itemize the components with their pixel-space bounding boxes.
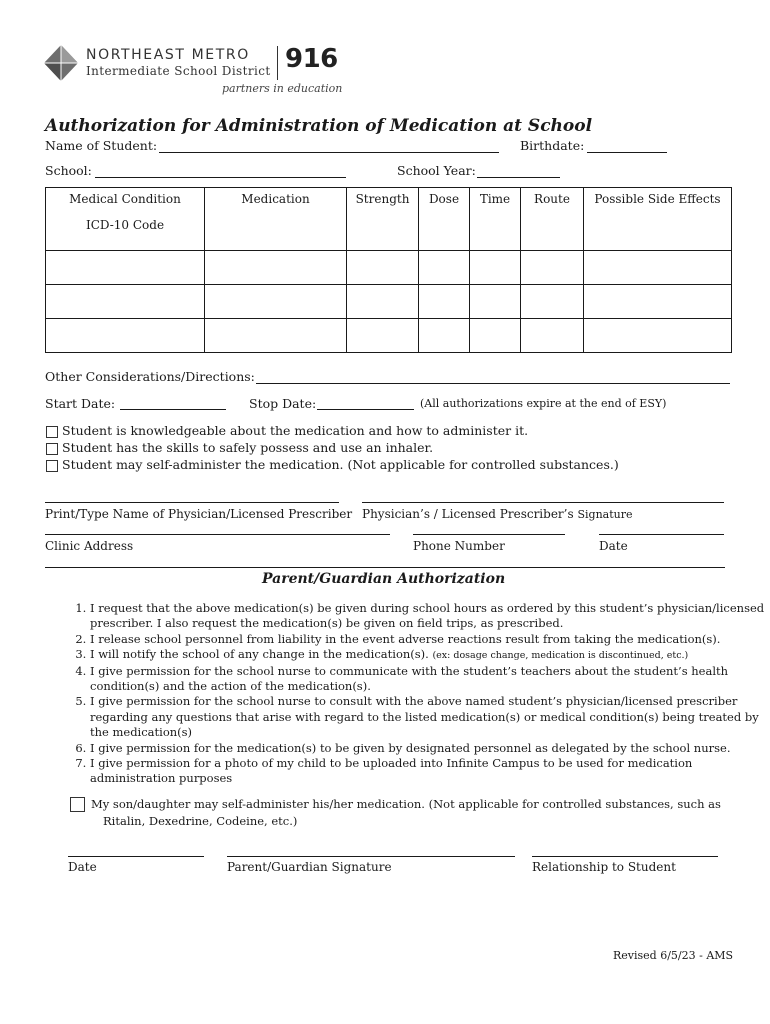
table-cell[interactable] (521, 285, 584, 319)
list-item-note: (ex: dosage change, medication is discontinued, etc.) (432, 650, 689, 662)
logo-tagline: partners in education (222, 82, 343, 95)
list-item: 2. I release school personnel from liability in the event adverse reactions result from taking the medication(s). (90, 632, 770, 647)
relationship-label: Relationship to Student (532, 860, 676, 874)
clinic-address-field[interactable] (45, 534, 390, 535)
stop-date-label: Stop Date: (249, 396, 317, 411)
table-cell[interactable] (347, 251, 419, 285)
school-year-label: School Year: (397, 163, 476, 178)
table-cell[interactable] (347, 319, 419, 353)
other-considerations-label: Other Considerations/Directions: (45, 369, 255, 384)
parent-self-administer-label: My son/daughter may self-administer his/her medication. (Not applicable for controlled substances, such as (91, 797, 721, 811)
table-cell[interactable] (470, 319, 521, 353)
list-item: 5. I give permission for the school nurse to consult with the above named student’s physician/licensed prescriber regarding any questions that arise with regard to the listed medication(s) or medical condition(s) being treated by the medication(s) (90, 694, 770, 740)
parent-date-label: Date (68, 860, 97, 874)
list-item: 6. I give permission for the medication(s) to be given by designated personnel as delegated by the school nurse. (90, 741, 770, 756)
school-field[interactable] (95, 177, 346, 178)
knowledgeable-label: Student is knowledgeable about the medication and how to administer it. (62, 423, 529, 438)
col-medication: Medication (205, 188, 347, 251)
list-item (90, 647, 770, 663)
table-cell[interactable] (46, 285, 205, 319)
start-date-label: Start Date: (45, 396, 116, 411)
phone-number-field[interactable] (413, 534, 565, 535)
medication-table (45, 187, 732, 353)
table-cell[interactable] (521, 319, 584, 353)
table-cell[interactable] (419, 285, 470, 319)
table-cell[interactable] (584, 285, 732, 319)
col-strength: Strength (347, 188, 419, 251)
expiration-note: (All authorizations expire at the end of ESY) (420, 397, 667, 410)
start-date-field[interactable] (120, 409, 226, 410)
inhaler-checkbox[interactable] (46, 443, 58, 455)
physician-date-field[interactable] (599, 534, 724, 535)
col-side-effects: Possible Side Effects (584, 188, 732, 251)
student-name-field[interactable] (159, 152, 499, 153)
col-medical-condition-label: Medical Condition (69, 192, 181, 206)
student-name-label: Name of Student: (45, 138, 158, 153)
physician-name-field[interactable] (45, 502, 339, 503)
table-row (46, 285, 732, 319)
table-cell[interactable] (470, 285, 521, 319)
list-item: 1. I request that the above medication(s) be given during school hours as ordered by this student’s physician/licensed prescriber. I also request the medication(s) be given on field trips, as prescribed. (90, 601, 770, 632)
table-cell[interactable] (46, 251, 205, 285)
logo-number: 916 (285, 44, 338, 74)
logo-subtitle: Intermediate School District (86, 64, 271, 78)
parent-section-heading: Parent/Guardian Authorization (262, 571, 506, 587)
school-year-field[interactable] (477, 177, 560, 178)
physician-date-label: Date (599, 539, 628, 553)
inhaler-label: Student has the skills to safely possess and use an inhaler. (62, 440, 434, 455)
phone-number-label: Phone Number (413, 539, 505, 553)
table-cell[interactable] (419, 319, 470, 353)
table-cell[interactable] (470, 251, 521, 285)
parent-self-administer-checkbox[interactable] (70, 797, 85, 812)
clinic-address-label: Clinic Address (45, 539, 134, 553)
other-considerations-field[interactable] (256, 383, 730, 384)
form-title: Authorization for Administration of Medication at School (45, 116, 593, 136)
physician-signature-label (362, 507, 632, 521)
table-cell[interactable] (584, 251, 732, 285)
table-cell[interactable] (205, 285, 347, 319)
col-time: Time (470, 188, 521, 251)
table-cell[interactable] (347, 285, 419, 319)
col-route: Route (521, 188, 584, 251)
parent-date-field[interactable] (68, 856, 204, 857)
physician-name-label: Print/Type Name of Physician/Licensed Prescriber (45, 507, 353, 521)
table-header-row (46, 188, 732, 251)
revision-footer: Revised 6/5/23 - AMS (613, 949, 734, 962)
table-cell[interactable] (419, 251, 470, 285)
logo-divider (277, 46, 278, 80)
list-item-text: I will notify the school of any change in the medication(s). (90, 647, 429, 662)
birthdate-label: Birthdate: (520, 138, 585, 153)
col-dose: Dose (419, 188, 470, 251)
knowledgeable-checkbox[interactable] (46, 426, 58, 438)
table-cell[interactable] (584, 319, 732, 353)
stop-date-field[interactable] (317, 409, 414, 410)
physician-signature-label-text: Physician’s / Licensed Prescriber’s (362, 507, 574, 521)
table-cell[interactable] (205, 251, 347, 285)
table-cell[interactable] (205, 319, 347, 353)
authorization-list (50, 601, 770, 787)
section-divider (45, 567, 725, 568)
parent-signature-field[interactable] (227, 856, 515, 857)
birthdate-field[interactable] (587, 152, 667, 153)
parent-signature-label: Parent/Guardian Signature (227, 860, 392, 874)
parent-self-administer-label-cont: Ritalin, Dexedrine, Codeine, etc.) (103, 814, 298, 828)
self-administer-label: Student may self-administer the medication. (Not applicable for controlled substances.) (62, 457, 619, 472)
col-icd-code-label: ICD-10 Code (85, 218, 165, 232)
table-row (46, 251, 732, 285)
table-cell[interactable] (521, 251, 584, 285)
relationship-field[interactable] (532, 856, 718, 857)
list-item: 7. I give permission for a photo of my child to be uploaded into Infinite Campus to be used for medication administration purposes (90, 756, 770, 787)
table-row (46, 319, 732, 353)
list-item: 4. I give permission for the school nurse to communicate with the student’s teachers about the student’s health condition(s) and the action of the medication(s). (90, 664, 770, 695)
district-logo-icon (44, 45, 78, 85)
physician-signature-small: Signature (577, 508, 633, 521)
self-administer-checkbox[interactable] (46, 460, 58, 472)
table-cell[interactable] (46, 319, 205, 353)
col-medical-condition (46, 188, 205, 251)
physician-signature-field[interactable] (362, 502, 724, 503)
school-label: School: (45, 163, 92, 178)
logo-name: NORTHEAST METRO (86, 47, 250, 63)
